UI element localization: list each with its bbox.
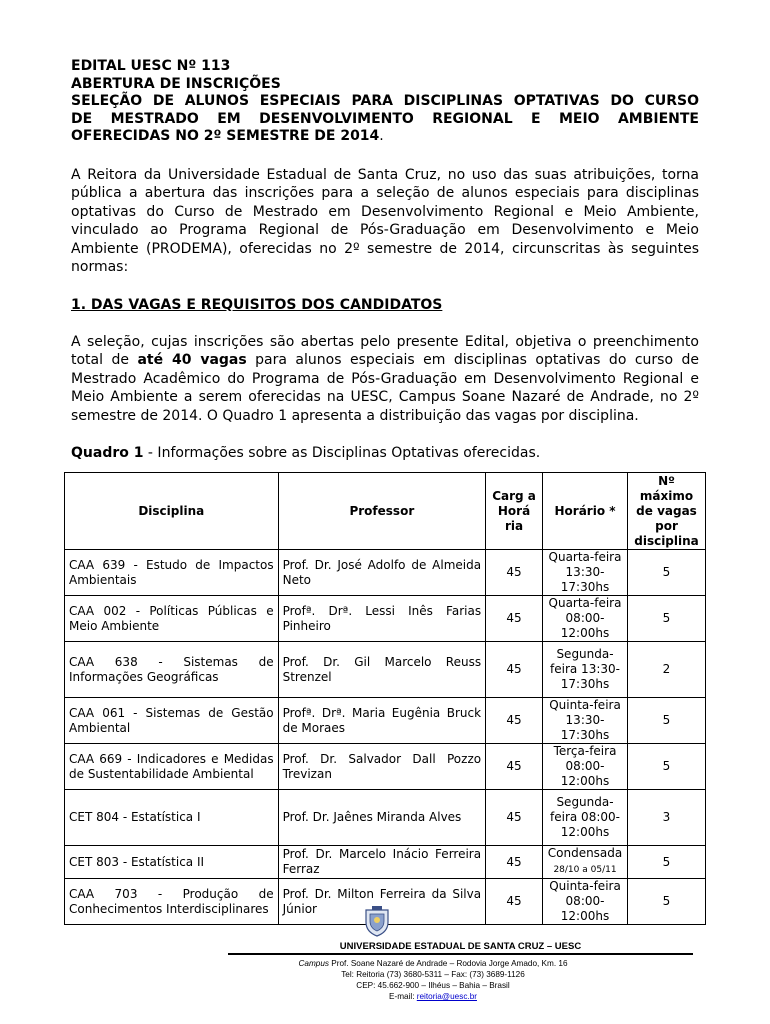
table-row: [65, 846, 706, 879]
cell-carga: 45: [486, 596, 543, 642]
footer-email-label: E-mail:: [389, 992, 417, 1001]
table-header-row: [65, 473, 706, 550]
horario-note: 28/10 a 05/11: [553, 865, 617, 875]
cell-disciplina: CAA 638 - Sistemas de Informações Geográficas: [65, 642, 279, 698]
cell-disciplina: CAA 061 - Sistemas de Gestão Ambiental: [65, 698, 279, 744]
cell-vagas: 5: [628, 846, 706, 879]
footer-address-text: Prof. Soane Nazaré de Andrade – Rodovia Jorge Amado, Km. 16: [329, 959, 568, 968]
cell-carga: 45: [486, 846, 543, 879]
cell-carga: 45: [486, 790, 543, 846]
intro-paragraph: A Reitora da Universidade Estadual de Santa Cruz, no uso das suas atribuições, torna pública a abertura das inscrições para a seleção de alunos especiais para disciplinas optativas do Curso de Mestrado em Desenvolvimento Regional e Meio Ambiente, vinculado ao Programa Regional de Pós-Graduação em Desenvolvimento e Meio Ambiente (PRODEMA), oferecidas no 2º semestre de 2014, circunscritas às seguintes normas:: [71, 166, 699, 275]
header-line-5: [71, 128, 699, 146]
section-1-text-after: para alunos especiais em disciplinas optativas do curso de Mestrado Acadêmico do Programa de Pós-Graduação em Desenvolvimento Regional e Meio Ambiente a serem oferecidas na UESC, Campus Soane Nazaré de Andrade, no 2º semestre de 2014. O Quadro 1 apresenta a distribuição das vagas por disciplina.: [71, 352, 699, 424]
horario-text: Terça-feira 08:00-12:00hs: [553, 744, 617, 788]
table-row: [65, 744, 706, 790]
cell-vagas: 5: [628, 596, 706, 642]
header-trailing-period: .: [379, 128, 384, 144]
cell-vagas: 5: [628, 550, 706, 596]
section-1-text-before: A seleção, cujas inscrições são abertas pelo presente Edital, objetiva o preenchimento total de: [71, 333, 699, 368]
horario-text: Condensada: [547, 846, 623, 860]
cell-horario: [543, 550, 628, 596]
cell-carga: 45: [486, 698, 543, 744]
cell-vagas: 5: [628, 698, 706, 744]
footer-address-block: [228, 958, 638, 1002]
cell-horario: [543, 879, 628, 925]
section-1-title: 1. DAS VAGAS E REQUISITOS DOS CANDIDATOS: [71, 296, 443, 313]
section-1-vagas-bold: até 40 vagas: [137, 352, 247, 368]
cell-professor: Prof. Dr. Salvador Dall Pozzo Trevizan: [278, 744, 485, 790]
header-horario: Horário *: [543, 473, 628, 550]
cell-disciplina: CET 803 - Estatística II: [65, 846, 279, 879]
document-page: [71, 58, 699, 462]
header-line-2: ABERTURA DE INSCRIÇÕES: [71, 75, 281, 92]
table-row: [65, 790, 706, 846]
cell-disciplina: CAA 639 - Estudo de Impactos Ambientais: [65, 550, 279, 596]
cell-professor: Prof. Dr. Jaênes Miranda Alves: [278, 790, 485, 846]
footer-phone: Tel: Reitoria (73) 3680-5311 – Fax: (73) 3689-1126: [341, 970, 525, 979]
horario-text: Segunda-feira 08:00-12:00hs: [550, 795, 620, 839]
footer-email: [228, 991, 638, 1002]
horario-text: Quarta-feira 13:30-17:30hs: [548, 550, 622, 594]
footer-university: UNIVERSIDADE ESTADUAL DE SANTA CRUZ – UESC: [339, 941, 582, 952]
quadro-caption-text: - Informações sobre as Disciplinas Optativas oferecidas.: [143, 445, 541, 461]
header-professor: Professor: [278, 473, 485, 550]
footer-address: [228, 958, 638, 969]
cell-vagas: 5: [628, 879, 706, 925]
cell-carga: 45: [486, 744, 543, 790]
section-1-paragraph: [71, 333, 699, 426]
cell-professor: Prof. Dr. Milton Ferreira da Silva Júnior: [278, 879, 485, 925]
edital-header: [71, 58, 699, 146]
quadro-table: [64, 472, 706, 925]
cell-professor: Profª. Drª. Maria Eugênia Bruck de Moraes: [278, 698, 485, 744]
horario-text: Quinta-feira 08:00-12:00hs: [549, 879, 621, 923]
cell-disciplina: CAA 703 - Produção de Conhecimentos Interdisciplinares: [65, 879, 279, 925]
cell-horario: [543, 698, 628, 744]
header-line-1: EDITAL UESC Nº 113: [71, 58, 231, 74]
header-line-3: SELEÇÃO DE ALUNOS ESPECIAIS PARA DISCIPLINAS OPTATIVAS DO CURSO: [71, 93, 699, 109]
cell-disciplina: CAA 669 - Indicadores e Medidas de Sustentabilidade Ambiental: [65, 744, 279, 790]
horario-text: Quarta-feira 08:00-12:00hs: [548, 596, 622, 640]
cell-disciplina: CET 804 - Estatística I: [65, 790, 279, 846]
cell-professor: Profª. Drª. Lessi Inês Farias Pinheiro: [278, 596, 485, 642]
quadro-label: Quadro 1: [71, 445, 144, 461]
cell-carga: 45: [486, 879, 543, 925]
cell-vagas: 3: [628, 790, 706, 846]
cell-disciplina: CAA 002 - Políticas Públicas e Meio Ambiente: [65, 596, 279, 642]
header-carga-horaria: Carg a Horá ria: [486, 473, 543, 550]
cell-horario: [543, 642, 628, 698]
cell-carga: 45: [486, 550, 543, 596]
horario-text: Segunda-feira 13:30-17:30hs: [550, 647, 620, 691]
cell-horario: [543, 790, 628, 846]
table-row: [65, 550, 706, 596]
cell-horario: [543, 744, 628, 790]
cell-professor: Prof. Dr. Gil Marcelo Reuss Strenzel: [278, 642, 485, 698]
header-line-5-text: OFERECIDAS NO 2º SEMESTRE DE 2014: [71, 128, 380, 144]
table-row: [65, 596, 706, 642]
cell-horario: [543, 846, 628, 879]
cell-carga: 45: [486, 642, 543, 698]
cell-professor: Prof. Dr. Marcelo Inácio Ferreira Ferraz: [278, 846, 485, 879]
footer-cep: CEP: 45.662-900 – Ilhéus – Bahia – Brasil: [356, 981, 510, 990]
header-disciplina: Disciplina: [65, 473, 279, 550]
footer-campus-label: Campus: [298, 959, 329, 968]
footer-divider: [228, 953, 693, 955]
header-vagas: Nº máximo de vagas por disciplina: [628, 473, 706, 550]
table-row: [65, 642, 706, 698]
cell-vagas: 2: [628, 642, 706, 698]
cell-horario: [543, 596, 628, 642]
quadro-caption: [71, 444, 699, 462]
cell-professor: Prof. Dr. José Adolfo de Almeida Neto: [278, 550, 485, 596]
footer-email-link[interactable]: reitoria@uesc.br: [416, 992, 477, 1001]
header-line-4: DE MESTRADO EM DESENVOLVIMENTO REGIONAL E MEIO AMBIENTE: [71, 110, 699, 127]
cell-vagas: 5: [628, 744, 706, 790]
horario-text: Quinta-feira 13:30-17:30hs: [549, 698, 621, 742]
table-row: [65, 698, 706, 744]
uesc-crest-icon: [362, 906, 392, 942]
